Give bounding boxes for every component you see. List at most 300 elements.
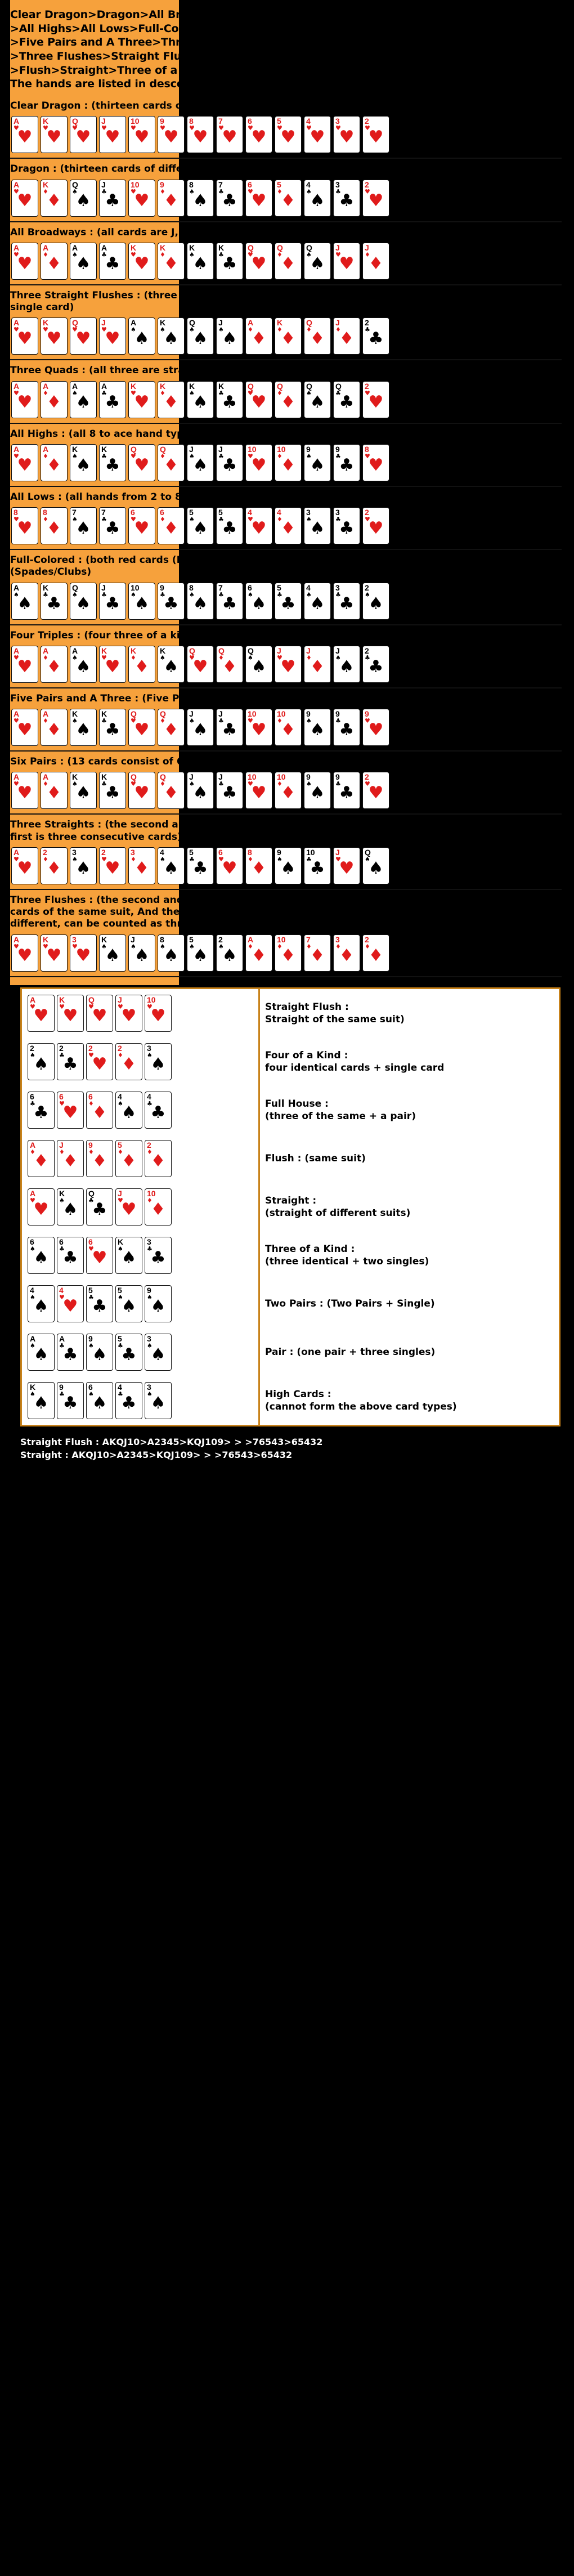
section-divider	[10, 486, 562, 487]
card-rank: 5	[189, 934, 194, 944]
card-suit-icon: ♠	[33, 1296, 49, 1316]
card-suit-small-icon: ♥	[248, 516, 253, 524]
playing-card	[28, 1285, 55, 1322]
playing-card	[70, 180, 97, 217]
card-suit-icon: ♠	[368, 593, 384, 614]
card-rank: J	[101, 117, 106, 126]
card-rank: Q	[189, 646, 195, 655]
card-rank: Q	[248, 646, 254, 655]
section-divider	[10, 284, 562, 285]
playing-card	[275, 116, 302, 153]
playing-card	[11, 709, 38, 746]
hand-section-title: Full-Colored : (both red cards (Diamonds/Hearts) or black cards (Spades/Clubs)	[10, 554, 353, 578]
hand-section	[10, 554, 564, 625]
card-suit-icon: ♠	[192, 720, 208, 740]
card-suit-icon: ♣	[62, 1393, 78, 1413]
card-suit-icon: ♥	[310, 127, 325, 147]
card-suit-icon: ♣	[150, 1247, 166, 1268]
card-suit-small-icon: ♥	[189, 124, 195, 132]
hand-row	[22, 1134, 559, 1183]
playing-card	[57, 1285, 84, 1322]
card-suit-small-icon: ♥	[14, 326, 19, 334]
card-rank: A	[72, 646, 78, 655]
card-rank: 6	[160, 508, 164, 517]
playing-card	[333, 243, 360, 280]
playing-card	[333, 772, 360, 809]
card-rank: 5	[277, 583, 281, 592]
card-suit-icon: ♥	[17, 945, 33, 965]
card-rank: Q	[306, 243, 312, 252]
card-suit-small-icon: ♣	[101, 251, 107, 258]
hand-sections-list	[10, 100, 564, 977]
card-suit-small-icon: ♠	[30, 1245, 35, 1253]
card-suit-small-icon: ♥	[131, 251, 136, 258]
card-suit-icon: ♦	[280, 720, 296, 740]
card-suit-icon: ♥	[17, 127, 33, 147]
card-suit-small-icon: ♣	[101, 389, 107, 397]
card-rank: 3	[335, 934, 340, 944]
hand-section-title: Clear Dragon : (thirteen cards of the same suit, A to K)	[10, 100, 307, 112]
hand-subtitle: (three identical + two singles)	[265, 1255, 429, 1267]
card-rank: 8	[189, 583, 194, 592]
playing-card	[158, 772, 185, 809]
card-rank: J	[189, 772, 194, 782]
card-suit-icon: ♦	[280, 329, 296, 349]
card-rank: 8	[160, 934, 164, 944]
card-suit-small-icon: ♦	[277, 251, 282, 258]
card-suit-small-icon: ♠	[189, 717, 195, 725]
card-suit-icon: ♥	[251, 190, 267, 211]
card-rank: 6	[248, 583, 252, 592]
playing-card	[99, 583, 126, 620]
hand-title: Flush : (same suit)	[265, 1152, 366, 1164]
hand-example-cards	[28, 1043, 253, 1080]
playing-card	[158, 243, 185, 280]
playing-card	[41, 317, 68, 355]
card-rank: 6	[88, 1382, 93, 1392]
card-suit-small-icon: ♣	[189, 855, 195, 863]
card-suit-icon: ♣	[339, 190, 355, 211]
card-suit-small-icon: ♣	[101, 187, 107, 195]
card-rank: 9	[365, 709, 369, 719]
card-rank: 8	[365, 444, 369, 454]
card-rank: 2	[365, 180, 369, 189]
card-suit-icon: ♦	[251, 329, 267, 349]
card-rank: A	[14, 381, 20, 391]
card-rank: A	[14, 847, 20, 857]
card-suit-icon: ♥	[251, 392, 267, 412]
card-suit-small-icon: ♥	[88, 1003, 94, 1010]
card-rank: 2	[30, 1043, 34, 1053]
card-rank: A	[30, 1334, 36, 1343]
card-rank: K	[101, 772, 107, 782]
card-rank: 9	[306, 709, 311, 719]
playing-card	[304, 116, 331, 153]
card-rank: 9	[59, 1382, 64, 1392]
playing-card	[11, 847, 38, 884]
hand-title: Full House :	[265, 1098, 329, 1110]
card-suit-icon: ♥	[192, 127, 208, 147]
hand-example-cards	[28, 1140, 253, 1177]
card-rank: A	[30, 995, 36, 1004]
card-suit-icon: ♥	[33, 1199, 49, 1219]
card-suit-small-icon: ♦	[277, 187, 282, 195]
card-rank: 3	[147, 1043, 151, 1053]
playing-card	[128, 847, 155, 884]
card-suit-icon: ♦	[280, 392, 296, 412]
card-rank: K	[131, 243, 137, 252]
hand-section	[10, 756, 564, 815]
card-suit-small-icon: ♣	[101, 717, 107, 725]
playing-card	[28, 1334, 55, 1371]
card-suit-small-icon: ♦	[147, 1148, 153, 1156]
card-rank: A	[72, 243, 78, 252]
card-rank: 2	[147, 1140, 151, 1150]
card-suit-icon: ♥	[105, 329, 120, 349]
playing-card	[275, 709, 302, 746]
card-suit-icon: ♥	[46, 945, 62, 965]
card-suit-small-icon: ♦	[365, 942, 370, 950]
card-rank: 4	[306, 180, 311, 189]
hand-example-cards	[28, 995, 253, 1032]
card-suit-small-icon: ♥	[365, 516, 370, 524]
playing-card	[70, 583, 97, 620]
playing-card	[57, 1140, 84, 1177]
card-suit-small-icon: ♥	[277, 124, 282, 132]
card-suit-small-icon: ♠	[118, 1293, 123, 1301]
card-rank: 6	[248, 117, 252, 126]
card-rank: Q	[88, 1188, 95, 1198]
card-rank: J	[335, 318, 340, 328]
playing-card	[362, 709, 389, 746]
card-suit-icon: ♥	[251, 455, 267, 475]
playing-card	[41, 646, 68, 683]
card-suit-icon: ♣	[105, 253, 120, 274]
card-suit-icon: ♥	[251, 720, 267, 740]
card-suit-icon: ♦	[280, 783, 296, 803]
card-suit-icon: ♠	[75, 720, 91, 740]
hand-row	[22, 989, 559, 1037]
card-row	[10, 846, 564, 887]
card-suit-icon: ♠	[163, 858, 179, 878]
card-suit-icon: ♥	[121, 1005, 137, 1026]
card-suit-icon: ♠	[251, 656, 267, 677]
card-rank: K	[43, 117, 49, 126]
hand-section	[10, 163, 564, 222]
card-rank: 10	[131, 180, 140, 189]
playing-card	[333, 381, 360, 418]
card-suit-small-icon: ♥	[306, 124, 312, 132]
card-rank: 2	[118, 1043, 122, 1053]
card-suit-icon: ♥	[92, 1247, 107, 1268]
playing-card	[57, 1092, 84, 1129]
playing-card	[145, 995, 172, 1032]
card-suit-small-icon: ♣	[335, 516, 341, 524]
playing-card	[57, 1188, 84, 1226]
playing-card	[245, 243, 272, 280]
card-suit-small-icon: ♥	[218, 855, 224, 863]
card-rank: 8	[14, 508, 18, 517]
card-rank: J	[335, 847, 340, 857]
playing-card	[245, 583, 272, 620]
card-suit-icon: ♥	[134, 783, 150, 803]
card-suit-icon: ♠	[150, 1393, 166, 1413]
playing-card	[128, 709, 155, 746]
playing-card	[216, 934, 243, 972]
card-rank: 4	[277, 508, 281, 517]
playing-card	[216, 772, 243, 809]
card-suit-icon: ♥	[192, 656, 208, 677]
playing-card	[70, 646, 97, 683]
card-suit-icon: ♥	[17, 392, 33, 412]
card-suit-icon: ♦	[134, 858, 150, 878]
card-rank: K	[101, 709, 107, 719]
playing-card	[128, 507, 155, 544]
card-rank: 6	[88, 1092, 93, 1101]
section-divider	[10, 889, 562, 890]
card-suit-small-icon: ♠	[277, 855, 282, 863]
card-suit-small-icon: ♦	[277, 942, 282, 950]
card-suit-icon: ♥	[62, 1102, 78, 1122]
card-suit-icon: ♣	[105, 190, 120, 211]
card-suit-small-icon: ♠	[30, 1341, 35, 1349]
hand-section	[10, 100, 564, 159]
card-suit-icon: ♥	[222, 858, 237, 878]
playing-card	[145, 1140, 172, 1177]
playing-card	[158, 934, 185, 972]
card-rank: 2	[218, 934, 223, 944]
card-suit-small-icon: ♠	[306, 251, 312, 258]
card-suit-small-icon: ♥	[30, 1003, 35, 1010]
playing-card	[275, 507, 302, 544]
card-suit-icon: ♦	[46, 190, 62, 211]
footer-line-straight: Straight : AKQJ10>A2345>KQJ109> > >76543>65432	[20, 1449, 293, 1460]
card-suit-small-icon: ♠	[118, 1099, 123, 1107]
card-rank: K	[160, 243, 166, 252]
card-suit-icon: ♠	[192, 518, 208, 539]
intro-line: >Five Pairs and A Three>Three Straights	[10, 36, 254, 49]
card-suit-icon: ♣	[222, 455, 237, 475]
card-suit-small-icon: ♠	[147, 1390, 153, 1398]
card-suit-small-icon: ♠	[72, 516, 78, 524]
hand-title: Three of a Kind :	[265, 1243, 355, 1255]
card-suit-icon: ♦	[163, 783, 179, 803]
card-suit-icon: ♠	[134, 593, 150, 614]
card-suit-small-icon: ♥	[248, 780, 253, 788]
card-row	[28, 1285, 253, 1322]
card-rank: 3	[72, 934, 77, 944]
card-suit-icon: ♣	[339, 392, 355, 412]
card-rank: A	[43, 243, 49, 252]
card-rank: Q	[160, 444, 166, 454]
card-rank: A	[14, 180, 20, 189]
card-suit-small-icon: ♠	[189, 591, 195, 598]
card-suit-icon: ♣	[105, 783, 120, 803]
playing-card	[28, 1382, 55, 1419]
card-rank: K	[101, 646, 107, 655]
card-rank: 6	[131, 508, 135, 517]
card-rank: Q	[306, 318, 312, 328]
hand-section-title: Three Quads : (all three are straight flush hands)	[10, 365, 276, 377]
card-suit-small-icon: ♠	[30, 1051, 35, 1059]
card-suit-icon: ♣	[150, 1102, 166, 1122]
card-suit-small-icon: ♦	[277, 326, 282, 334]
playing-card	[99, 444, 126, 481]
card-suit-small-icon: ♣	[88, 1293, 94, 1301]
card-suit-small-icon: ♥	[365, 187, 370, 195]
hand-row	[22, 1231, 559, 1280]
playing-card	[333, 847, 360, 884]
playing-card	[70, 934, 97, 972]
playing-card	[333, 317, 360, 355]
card-suit-icon: ♥	[163, 127, 179, 147]
card-suit-icon: ♠	[92, 1393, 107, 1413]
card-rank: 3	[335, 117, 340, 126]
card-suit-icon: ♦	[92, 1102, 107, 1122]
card-suit-icon: ♣	[163, 593, 179, 614]
card-suit-small-icon: ♠	[147, 1051, 153, 1059]
card-suit-small-icon: ♣	[218, 452, 224, 460]
card-suit-icon: ♥	[17, 190, 33, 211]
card-suit-icon: ♣	[368, 329, 384, 349]
playing-card	[333, 444, 360, 481]
hand-section-title: Three Straight Flushes : (three four cards of the same plus a single card)	[10, 289, 339, 314]
card-rank: 9	[335, 709, 340, 719]
card-suit-small-icon: ♠	[72, 452, 78, 460]
card-suit-small-icon: ♥	[365, 124, 370, 132]
card-rank: A	[14, 709, 20, 719]
card-rank: 8	[189, 180, 194, 189]
card-rank: K	[101, 444, 107, 454]
playing-card	[304, 317, 331, 355]
playing-card	[275, 444, 302, 481]
playing-card	[128, 583, 155, 620]
playing-card	[11, 180, 38, 217]
playing-card	[115, 1043, 142, 1080]
playing-card	[158, 381, 185, 418]
card-suit-icon: ♠	[75, 783, 91, 803]
card-suit-small-icon: ♣	[335, 717, 341, 725]
playing-card	[216, 243, 243, 280]
playing-card	[145, 1285, 172, 1322]
playing-card	[41, 507, 68, 544]
card-rank: A	[101, 381, 107, 391]
card-rank: Q	[72, 583, 78, 592]
card-suit-icon: ♣	[339, 783, 355, 803]
playing-card	[216, 709, 243, 746]
standard-hands-panel	[20, 987, 560, 1426]
card-suit-icon: ♣	[222, 392, 237, 412]
card-rank: A	[43, 772, 49, 782]
hand-section	[10, 630, 564, 688]
playing-card	[158, 847, 185, 884]
playing-card	[304, 381, 331, 418]
card-suit-icon: ♦	[62, 1151, 78, 1171]
card-suit-small-icon: ♥	[131, 124, 136, 132]
card-suit-small-icon: ♥	[335, 251, 341, 258]
playing-card	[115, 1188, 142, 1226]
card-suit-icon: ♠	[192, 392, 208, 412]
hand-subtitle: four identical cards + single card	[265, 1062, 445, 1074]
card-suit-small-icon: ♦	[365, 251, 370, 258]
section-divider	[10, 976, 562, 977]
section-divider	[10, 687, 562, 688]
card-suit-small-icon: ♠	[72, 717, 78, 725]
card-suit-small-icon: ♦	[160, 251, 165, 258]
card-suit-icon: ♦	[46, 392, 62, 412]
card-rank: A	[101, 243, 107, 252]
card-suit-icon: ♦	[163, 720, 179, 740]
card-suit-small-icon: ♠	[189, 780, 195, 788]
playing-card	[362, 847, 389, 884]
card-suit-small-icon: ♥	[14, 855, 19, 863]
playing-card	[245, 709, 272, 746]
card-suit-small-icon: ♣	[218, 516, 224, 524]
card-suit-small-icon: ♣	[335, 187, 341, 195]
card-suit-small-icon: ♥	[72, 124, 78, 132]
playing-card	[41, 934, 68, 972]
card-suit-icon: ♦	[280, 518, 296, 539]
card-suit-icon: ♠	[192, 329, 208, 349]
playing-card	[362, 583, 389, 620]
card-suit-icon: ♠	[163, 656, 179, 677]
hand-row	[22, 1280, 559, 1328]
playing-card	[187, 116, 214, 153]
playing-card	[245, 317, 272, 355]
playing-card	[245, 116, 272, 153]
playing-card	[128, 646, 155, 683]
card-suit-small-icon: ♥	[72, 326, 78, 334]
card-suit-icon: ♥	[134, 518, 150, 539]
hand-description	[253, 1346, 553, 1358]
card-suit-icon: ♦	[310, 329, 325, 349]
hand-subtitle: (straight of different suits)	[265, 1207, 411, 1219]
card-rank: Q	[277, 243, 283, 252]
card-rank: A	[43, 709, 49, 719]
card-suit-small-icon: ♠	[88, 1390, 94, 1398]
card-rank: K	[59, 1188, 65, 1198]
playing-card	[187, 583, 214, 620]
card-suit-icon: ♠	[310, 720, 325, 740]
playing-card	[145, 1092, 172, 1129]
card-suit-icon: ♦	[92, 1151, 107, 1171]
playing-card	[158, 507, 185, 544]
card-suit-small-icon: ♠	[189, 389, 195, 397]
playing-card	[57, 1334, 84, 1371]
card-suit-icon: ♦	[368, 253, 384, 274]
playing-card	[187, 507, 214, 544]
card-rank: 8	[43, 508, 47, 517]
card-rank: 5	[218, 508, 223, 517]
card-rank: A	[248, 318, 254, 328]
hand-description	[253, 1098, 553, 1122]
card-suit-icon: ♥	[222, 127, 237, 147]
card-suit-icon: ♥	[251, 253, 267, 274]
playing-card	[28, 1188, 55, 1226]
card-rank: 2	[365, 381, 369, 391]
card-row	[10, 708, 564, 748]
card-suit-icon: ♣	[62, 1054, 78, 1074]
card-rank: K	[59, 995, 65, 1004]
hand-section	[10, 365, 564, 423]
card-suit-icon: ♣	[339, 518, 355, 539]
card-suit-small-icon: ♣	[335, 591, 341, 598]
card-rank: 4	[160, 847, 164, 857]
card-suit-small-icon: ♥	[14, 654, 19, 661]
card-suit-small-icon: ♥	[88, 1245, 94, 1253]
playing-card	[70, 116, 97, 153]
card-rank: K	[160, 646, 166, 655]
